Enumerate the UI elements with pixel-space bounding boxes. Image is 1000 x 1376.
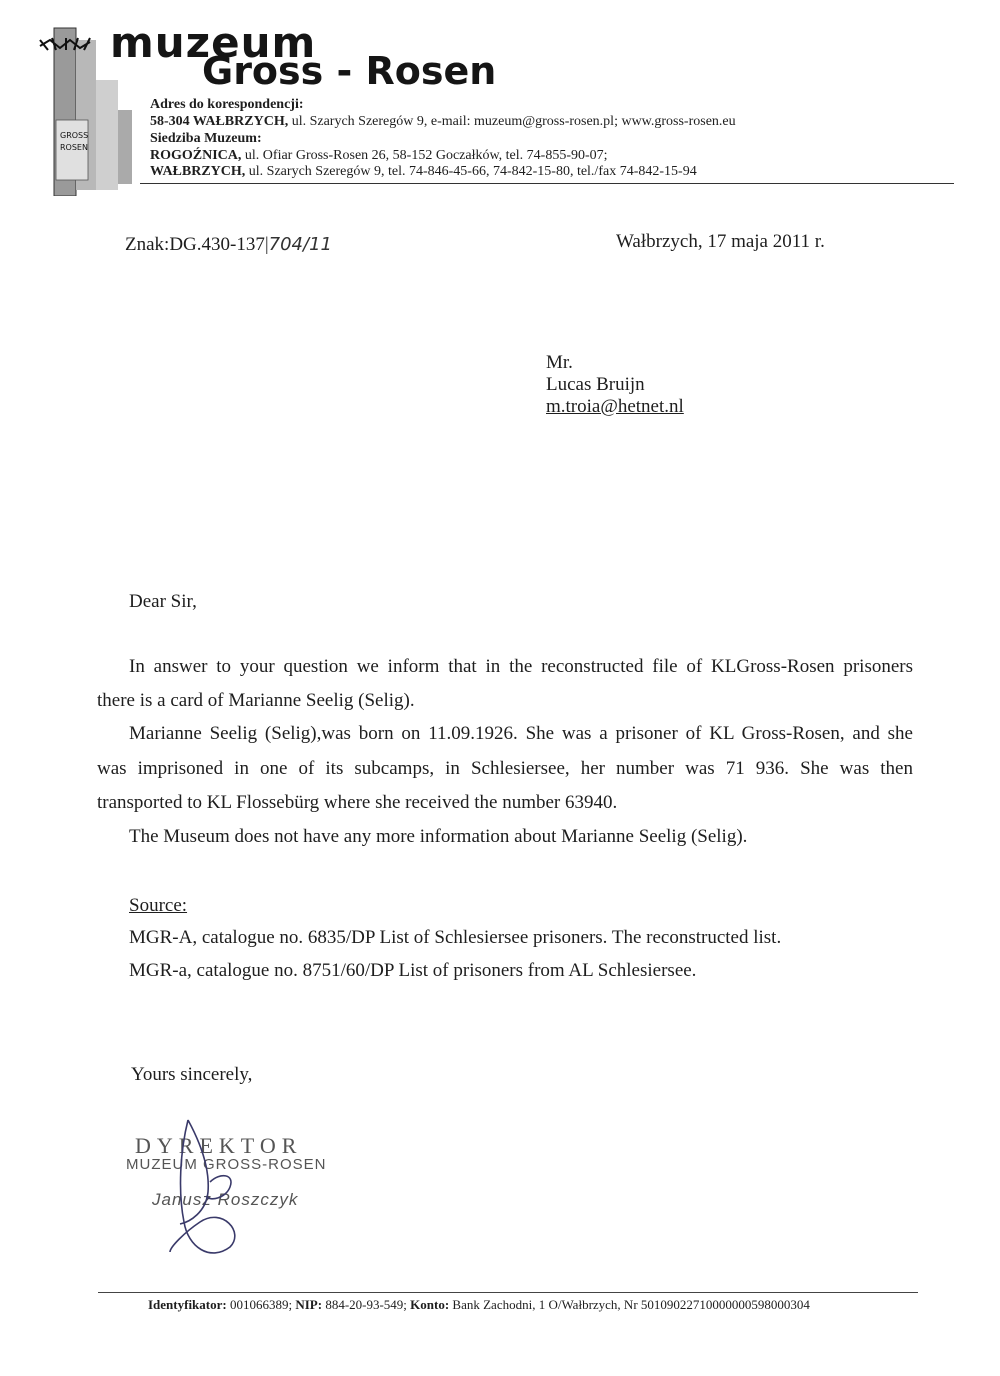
footer-info xyxy=(148,1297,810,1313)
recipient-title: Mr. xyxy=(546,352,573,373)
seat-address-2 xyxy=(150,163,697,181)
reference-handwritten: 704/11 xyxy=(268,234,332,255)
source-item-2: MGR-a, catalogue no. 8751/60/DP List of prisoners from AL Schlesiersee. xyxy=(129,960,697,981)
seat1-city: ROGOŹNICA, xyxy=(150,148,242,163)
brand-name-bottom: Gross - Rosen xyxy=(202,49,497,93)
correspondence-city: 58-304 WAŁBRZYCH, xyxy=(150,114,289,129)
place-date: Wałbrzych, 17 maja 2011 r. xyxy=(616,231,825,252)
signature-image xyxy=(150,1112,290,1262)
seat1-details: ul. Ofiar Gross-Rosen 26, 58-152 Goczałków, tel. 74-855-90-07; xyxy=(244,148,608,163)
paragraph-3: The Museum does not have any more information about Marianne Seelig (Selig). xyxy=(129,826,748,847)
footer-id-label: Identyfikator: xyxy=(148,1297,227,1312)
salutation: Dear Sir, xyxy=(129,591,197,612)
paragraph-2-line-2: was imprisoned in one of its subcamps, in Schlesiersee, her number was 71 936. She was then xyxy=(97,758,913,779)
seat2-details: ul. Szarych Szeregów 9, tel. 74-846-45-66, 74-842-15-80, tel./fax 74-842-15-94 xyxy=(248,164,697,179)
paragraph-1-line-2: there is a card of Marianne Seelig (Selig). xyxy=(97,690,415,711)
recipient-email: m.troia@hetnet.nl xyxy=(546,396,684,417)
source-label: Source: xyxy=(129,895,188,916)
header-divider xyxy=(140,183,954,184)
seat-label: Siedziba Muzeum: xyxy=(150,131,262,146)
seat2-city: WAŁBRZYCH, xyxy=(150,164,246,179)
logo-label-1: GROSS xyxy=(60,131,89,140)
correspondence-address xyxy=(150,113,736,131)
logo-label-2: ROSEN xyxy=(60,143,88,152)
footer-id-value: 001066389; xyxy=(229,1297,293,1312)
closing: Yours sincerely, xyxy=(131,1064,253,1085)
footer-nip-value: 884-20-93-549; xyxy=(325,1297,407,1312)
stamp-subtitle: MUZEUM GROSS-ROSEN xyxy=(126,1156,327,1173)
footer-konto-value: Bank Zachodni, 1 O/Wałbrzych, Nr 50109022710000000598000304 xyxy=(452,1297,810,1312)
correspondence-details: ul. Szarych Szeregów 9, e-mail: muzeum@gross-rosen.pl; www.gross-rosen.eu xyxy=(291,114,736,129)
paragraph-2-line-1: Marianne Seelig (Selig),was born on 11.09.1926. She was a prisoner of KL Gross-Rosen, and she xyxy=(129,723,913,744)
reference-printed: Znak:DG.430-137 xyxy=(125,234,265,255)
footer-nip-label: NIP: xyxy=(295,1297,323,1312)
footer-divider xyxy=(98,1292,918,1293)
stamp-title: DYREKTOR xyxy=(135,1133,303,1158)
paragraph-1-line-1: In answer to your question we inform that in the reconstructed file of KLGross-Rosen prisoners xyxy=(129,656,913,677)
footer-konto-label: Konto: xyxy=(410,1297,450,1312)
paragraph-2-line-3: transported to KL Flossebürg where she received the number 63940. xyxy=(97,792,618,813)
stamp-name: Janusz Roszczyk xyxy=(152,1190,299,1209)
source-item-1: MGR-A, catalogue no. 6835/DP List of Schlesiersee prisoners. The reconstructed list. xyxy=(129,927,782,948)
reference-number: Znak:DG.430-137|704/11 xyxy=(125,234,332,255)
recipient-name: Lucas Bruijn xyxy=(546,374,645,395)
correspondence-label: Adres do korespondencji: xyxy=(150,97,304,112)
brand-name-top: muzeum xyxy=(110,18,317,67)
